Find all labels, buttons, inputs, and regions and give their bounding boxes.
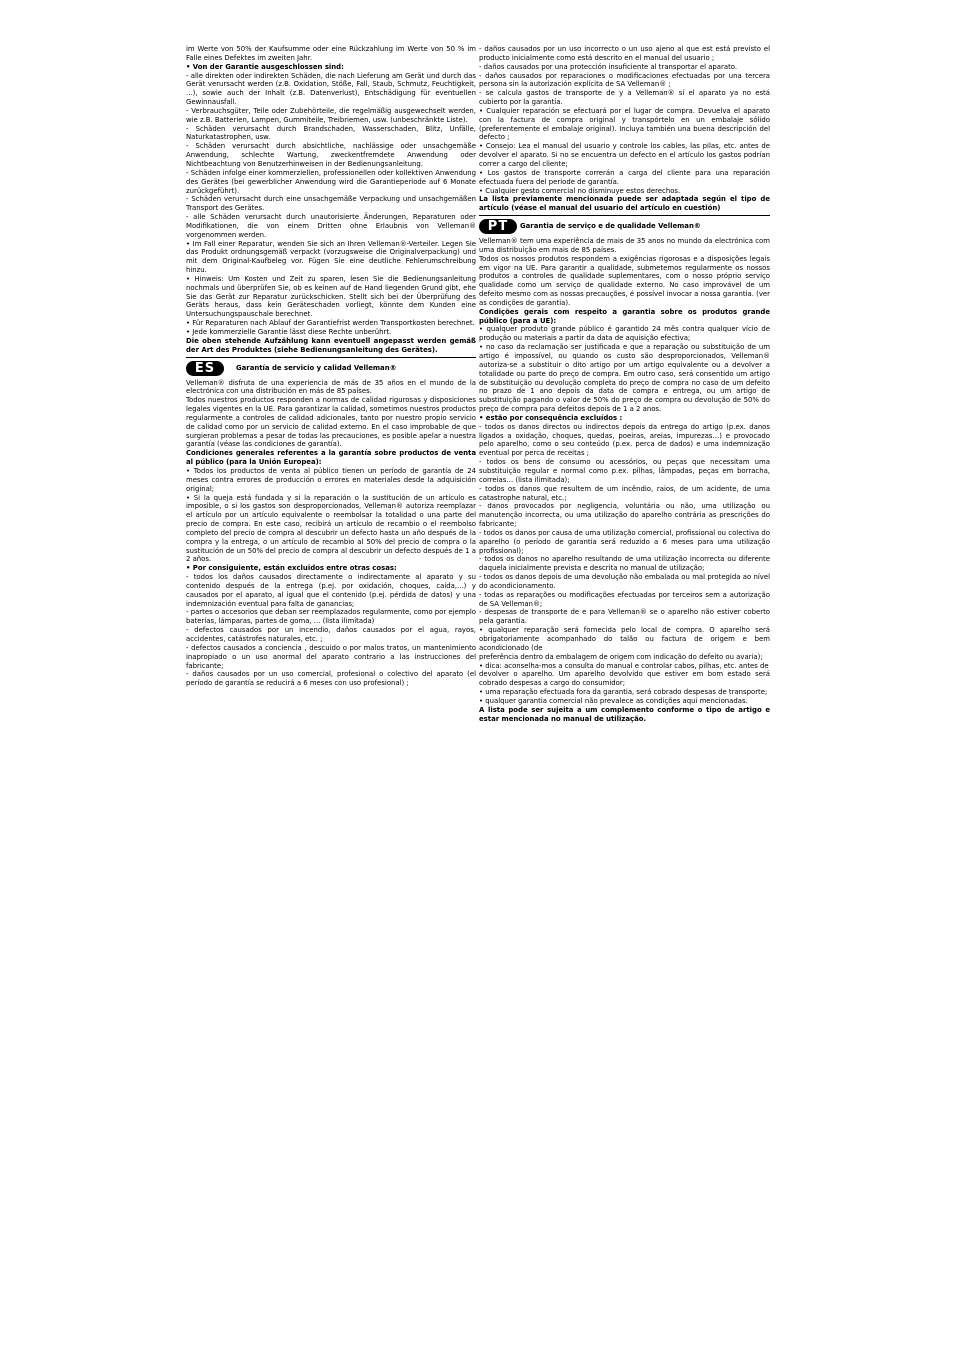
- warranty-paragraph: - daños causados por una protección insuficiente al transportar el aparato.: [479, 62, 738, 71]
- left-column: [186, 45, 476, 688]
- warranty-paragraph: Velleman® disfruta de una experiencia de más de 35 años en el mundo de la electrónica con una distribución en más de 85 países.: [186, 378, 476, 396]
- warranty-paragraph: - defectos causados por un incendio, daños causados por el agua, rayos, accidentes, catástrofes naturales, etc. ;: [186, 626, 476, 643]
- warranty-paragraph: - todos os danos que resultem de um incêndio, raios, de um acidente, de uma catastrophe natural, etc.;: [479, 484, 770, 502]
- warranty-paragraph: • Por consiguiente, están excluidos entre otras cosas:: [186, 564, 397, 573]
- warranty-paragraph: • Si la queja está fundada y si la reparación o la sustitución de un artículo es imposible, o si los gastos son desproporcionados, Velleman® autoriza reemplazar el artículo por un artículo equivalente o reembolsar la totalidad o una parte del precio de compra. En este caso, recibirá un artículo de recambio o el reembolso completo del precio de compra al descubrir un defecto hasta un año después de la compra y la entrega, o un artículo de recambio al 50% del precio de compra o la sustitución de un 50% del precio de compra al descubrir un defecto después de 1 a 2 años.: [186, 493, 476, 564]
- warranty-paragraph: - alle Schäden verursacht durch unautorisierte Änderungen, Reparaturen oder Modifikationen, die von einem Dritten ohne Erlaubnis von Velleman® vorgenommen werden.: [186, 213, 476, 239]
- de-warranty-section: [186, 45, 476, 355]
- warranty-paragraph: - todos os danos por causa de uma utilização comercial, profissional ou colectiva do aparelho (o período de garantia será reduzido a 6 meses para uma utilização profissional);: [479, 528, 770, 555]
- warranty-paragraph: im Werte von 50% der Kaufsumme oder eine Rückzahlung im Werte von 50 % im Falle eines Defektes im zweiten Jahr.: [186, 45, 476, 62]
- warranty-paragraph: - Schäden verursacht durch Brandschaden, Wasserschaden, Blitz, Unfälle, Naturkatastrophen, usw.: [186, 124, 476, 142]
- warranty-paragraph: • Hinweis: Um Kosten und Zeit zu sparen, lesen Sie die Bedienungsanleitung nochmals und überprüfen Sie, ob es keinen auf de Hand liegenden Grund gibt, ehe Sie das Gerät zur Reparatur zurückschicken. Stellt sich bei der Überprüfung des Geräts heraus, dass kein Geräteschaden vorliegt, könnte dem Kunden eine Untersuchungspauschale berechnet.: [186, 274, 476, 319]
- section-divider: [186, 357, 476, 358]
- warranty-paragraph: - danos provocados por negligencia, voluntária ou não, uma utilização ou manutenção incorrecta, ou uma utilização do aparelho contrária as prescrições do fabricante;: [479, 502, 770, 529]
- warranty-paragraph: • Von der Garantie ausgeschlossen sind:: [186, 62, 344, 71]
- warranty-paragraph: • uma reparação efectuada fora da garantia, será cobrado despesas de transporte;: [479, 688, 768, 697]
- warranty-paragraph: Todos nuestros productos responden a normas de calidad rigurosas y disposiciones legales vigentes en la UE. Para garantizar la calidad, sometimos nuestros productos regularmente a controles de calidad adicionales, tanto por nuestro propio servicio de calidad como por un servicio de calidad externo. En el caso improbable de que surgieran problemas a pesar de todas las precauciones, es posible apelar a nuestra garantía (véase las condiciones de garantía).: [186, 396, 476, 449]
- warranty-paragraph: • Für Reparaturen nach Ablauf der Garantiefrist werden Transportkosten berechnet.: [186, 319, 475, 328]
- warranty-paragraph: A lista pode ser sujeita a um complemento conforme o tipo de artigo e estar mencionada no manual de utilização.: [479, 705, 770, 723]
- es-warranty-section: [186, 379, 476, 689]
- warranty-paragraph: - daños causados por reparaciones o modificaciones efectuadas por una tercera persona sin la autorización explícita de SA Velleman® ;: [479, 71, 770, 89]
- warranty-paragraph: La lista previamente mencionada puede ser adaptada según el tipo de artículo (véase el manual del usuario del artículo en cuestión): [479, 195, 770, 213]
- warranty-paragraph: - daños causados por un uso comercial, profesional o colectivo del aparato (el período de garantía se reducirá a 6 meses con uso profesional) ;: [186, 670, 476, 688]
- warranty-paragraph: • Im Fall einer Reparatur, wenden Sie sich an Ihren Velleman®-Verteiler. Legen Sie das Produkt ordnungsgemäß verpackt (vorzugsweise die Originalverpackung) und mit dem Original-Kaufbeleg vor. Fügen Sie eine deutliche Fehlerumschreibung hinzu.: [186, 239, 476, 275]
- warranty-paragraph: • estão por consequência excluídos :: [479, 413, 623, 422]
- warranty-paragraph: • qualquer garantia comercial não prevalece as condições aqui mencionadas.: [479, 696, 748, 705]
- warranty-paragraph: - todos os danos no aparelho resultando de uma utilização incorrecta ou diferente daquela inicialmente prevista e descrita no manual de utilização;: [479, 555, 770, 573]
- warranty-paragraph: Die oben stehende Aufzählung kann eventuell angepasst werden gemäß der Art des Produktes (siehe Bedienungsanleitung des Gerätes).: [186, 336, 476, 354]
- warranty-paragraph: - todos os danos depois de uma devolução não embalada ou mal protegida ao nível do acondicionamento.: [479, 573, 770, 590]
- es-section-title: Garantía de servicio y calidad Velleman®: [236, 363, 397, 372]
- warranty-paragraph: • no caso da reclamação ser justificada e que a reparação ou substituição de um artigo é impossível, ou quando os custo são desproporcionados, Velleman® autoriza-se a substituir o dito artigo por um artigo equivalente ou a devolver a totalidade ou parte do preço de compra. Em outro caso, será consentido um artigo de substituição ou devolução completa do preço de compra no caso de um defeito no prazo de 1 ano depois da data de compra e entrega, ou um artigo de substituição pagando o valor de 50% do preço de compra ou devolução de 50% do preço de compra para defeitos depois de 1 a 2 anos.: [479, 343, 770, 414]
- warranty-paragraph: • Cualquier reparación se efectuará por el lugar de compra. Devuelva el aparato con la factura de compra original y transpórtelo en un embalaje sólido (preferentemente el embalaje original). Incluya también una buena descripción del defecto ;: [479, 106, 770, 142]
- pt-language-badge: PT: [479, 219, 517, 234]
- warranty-paragraph: - Verbrauchsgüter, Teile oder Zubehörteile, die regelmäßig ausgewechselt werden, wie z.B. Batterien, Lampen, Gummiteile, Treibriemen, usw. (unbeschränkte Liste).: [186, 106, 476, 124]
- warranty-paragraph: devolver o aparelho. Um aparelho devolvido que estiver em bom estado será cobrado despesas a cargo do consumidor;: [479, 670, 770, 688]
- warranty-paragraph: • Consejo: Lea el manual del usuario y controle los cables, las pilas, etc. antes de devolver el aparato. Si no se encuentra un defecto en el artículo los gastos podrían correr a cargo del cliente;: [479, 142, 770, 168]
- warranty-paragraph: - alle direkten oder indirekten Schäden, die nach Lieferung am Gerät und durch das Gerät verursacht werden (z.B. Oxidation, Stöße, Fall, Staub, Schmutz, Feuchtigkeit, ...), sowie auch der Inhalt (z.B. Datenverlust), Entschädigung für eventuellen Gewinnausfall.: [186, 71, 476, 107]
- section-divider: [479, 215, 770, 216]
- warranty-paragraph: • qualquer produto grande público é garantido 24 mês contra qualquer vício de produção ou materiais a partir da data de aquisição efectiva;: [479, 325, 770, 343]
- warranty-paragraph: - todas as reparações ou modificações efectuadas por terceiros sem a autorização de SA Velleman®;: [479, 590, 770, 608]
- warranty-paragraph: • qualquer reparação será fornecida pelo local de compra. O aparelho será obrigatoriamente acompanhado do talão ou factura de origem e bem acondicionado (de: [479, 626, 770, 652]
- warranty-paragraph: Condições gerais com respeito a garantia sobre os produtos grande público (para a UE):: [479, 307, 770, 325]
- warranty-paragraph: - daños causados por un uso incorrecto o un uso ajeno al que est está previsto el producto inicialmente como está descrito en el manual del usuario ;: [479, 45, 770, 62]
- warranty-paragraph: - todos los daños causados directamente o indirectamente al aparato y su contenido después de la entrega (p.ej. por oxidación, choques, caída,...) y causados por el aparato, al igual que el contenido (p.ej. pérdida de datos) y una indemnización eventual para falta de ganancias;: [186, 573, 476, 608]
- warranty-paragraph: Velleman® tem uma experiência de mais de 35 anos no mundo da electrónica com uma distribuição em mais de 85 países.: [479, 237, 770, 254]
- warranty-paragraph: - Schäden infolge einer kommerziellen, professionellen oder kollektiven Anwendung des Gerätes (bei gewerblicher Anwendung wird die Garantieperiode auf 6 Monate zurückgeführt).: [186, 168, 476, 195]
- warranty-paragraph: • dica: aconselha-mos a consulta do manual e controlar cabos, pilhas, etc. antes de: [479, 661, 769, 670]
- warranty-paragraph: • Los gastos de transporte correrán a carga del cliente para una reparación efectuada fuera del periode de garantía.: [479, 168, 770, 186]
- warranty-paragraph: - Schäden verursacht durch absichtliche, nachlässige oder unsachgemäße Anwendung, schlechte Wartung, zweckentfremdete Anwendung oder Nichtbeachtung von Benutzerhinweisen in der Bedienungsanleitung.: [186, 142, 476, 168]
- warranty-paragraph: • Todos los productos de venta al público tienen un período de garantía de 24 meses contra errores de producción o errores en materiales desde la adquisición original;: [186, 466, 476, 493]
- warranty-paragraph: Todos os nossos produtos respondem a exigências rigorosas e a disposições legais em vigor na UE. Para garantir a qualidade, submetemos regularmente os nossos produtos a controles de qualidade suplementares, com o nosso próprio serviço qualidade como um serviço de qualidade externo. No caso improvável de um defeito mesmo com as nossas precauções, é possível invocar a nossa garantia. (ver as condições de garantia).: [479, 254, 770, 307]
- pt-section-title: Garantia de serviço e de qualidade Velleman®: [520, 222, 701, 231]
- es-warranty-continued: [479, 45, 770, 213]
- warranty-paragraph: - defectos causados a conciencia , descuido o por malos tratos, un mantenimiento inapropiado o un uso anormal del aparato contrario a las instrucciones del fabricante;: [186, 643, 476, 670]
- warranty-paragraph: - despesas de transporte de e para Velleman® se o aparelho não estiver coberto pela garantia.: [479, 608, 770, 626]
- warranty-paragraph: • Jede kommerzielle Garantie lässt diese Rechte unberührt.: [186, 328, 392, 336]
- warranty-paragraph: Condiciones generales referentes a la garantía sobre productos de venta al público (para la Unión Europea):: [186, 449, 476, 467]
- warranty-paragraph: • Cualquier gesto comercial no disminuye estos derechos.: [479, 186, 681, 195]
- warranty-paragraph: - todos os danos directos ou indirectos depois da entrega do artigo (p.ex. danos ligados a oxidação, choques, quedas, poeiras, areias, impurezas…) e provocado pelo aparelho, como o seu conteúdo (p.ex. perca de dados) e uma indemnização eventual por perca de receitas ;: [479, 422, 770, 458]
- warranty-paragraph: - se calcula gastos de transporte de y a Velleman® si el aparato ya no está cubierto por la garantía.: [479, 89, 770, 107]
- warranty-paragraph: - partes o accesorios que deban ser reemplazados regularmente, como por ejemplo baterías, lámparas, partes de goma, ... (lista ilimitada): [186, 608, 476, 626]
- warranty-paragraph: - Schäden verursacht durch eine unsachgemäße Verpackung und unsachgemäßen Transport des Gerätes.: [186, 195, 476, 213]
- pt-section-header: [479, 219, 770, 234]
- warranty-paragraph: preferência dentro da embalagem de origem com indicação do defeito ou avaria);: [479, 652, 763, 661]
- es-section-header: [186, 361, 476, 376]
- es-language-badge: ES: [186, 361, 224, 376]
- right-column: [479, 45, 770, 723]
- pt-warranty-section: [479, 237, 770, 723]
- warranty-paragraph: - todos os bens de consumo ou acessórios, ou peças que necessitam uma substituição regular e normal como p.ex. pilhas, lâmpadas, peças em borracha, correias… (lista ilimitada);: [479, 458, 770, 484]
